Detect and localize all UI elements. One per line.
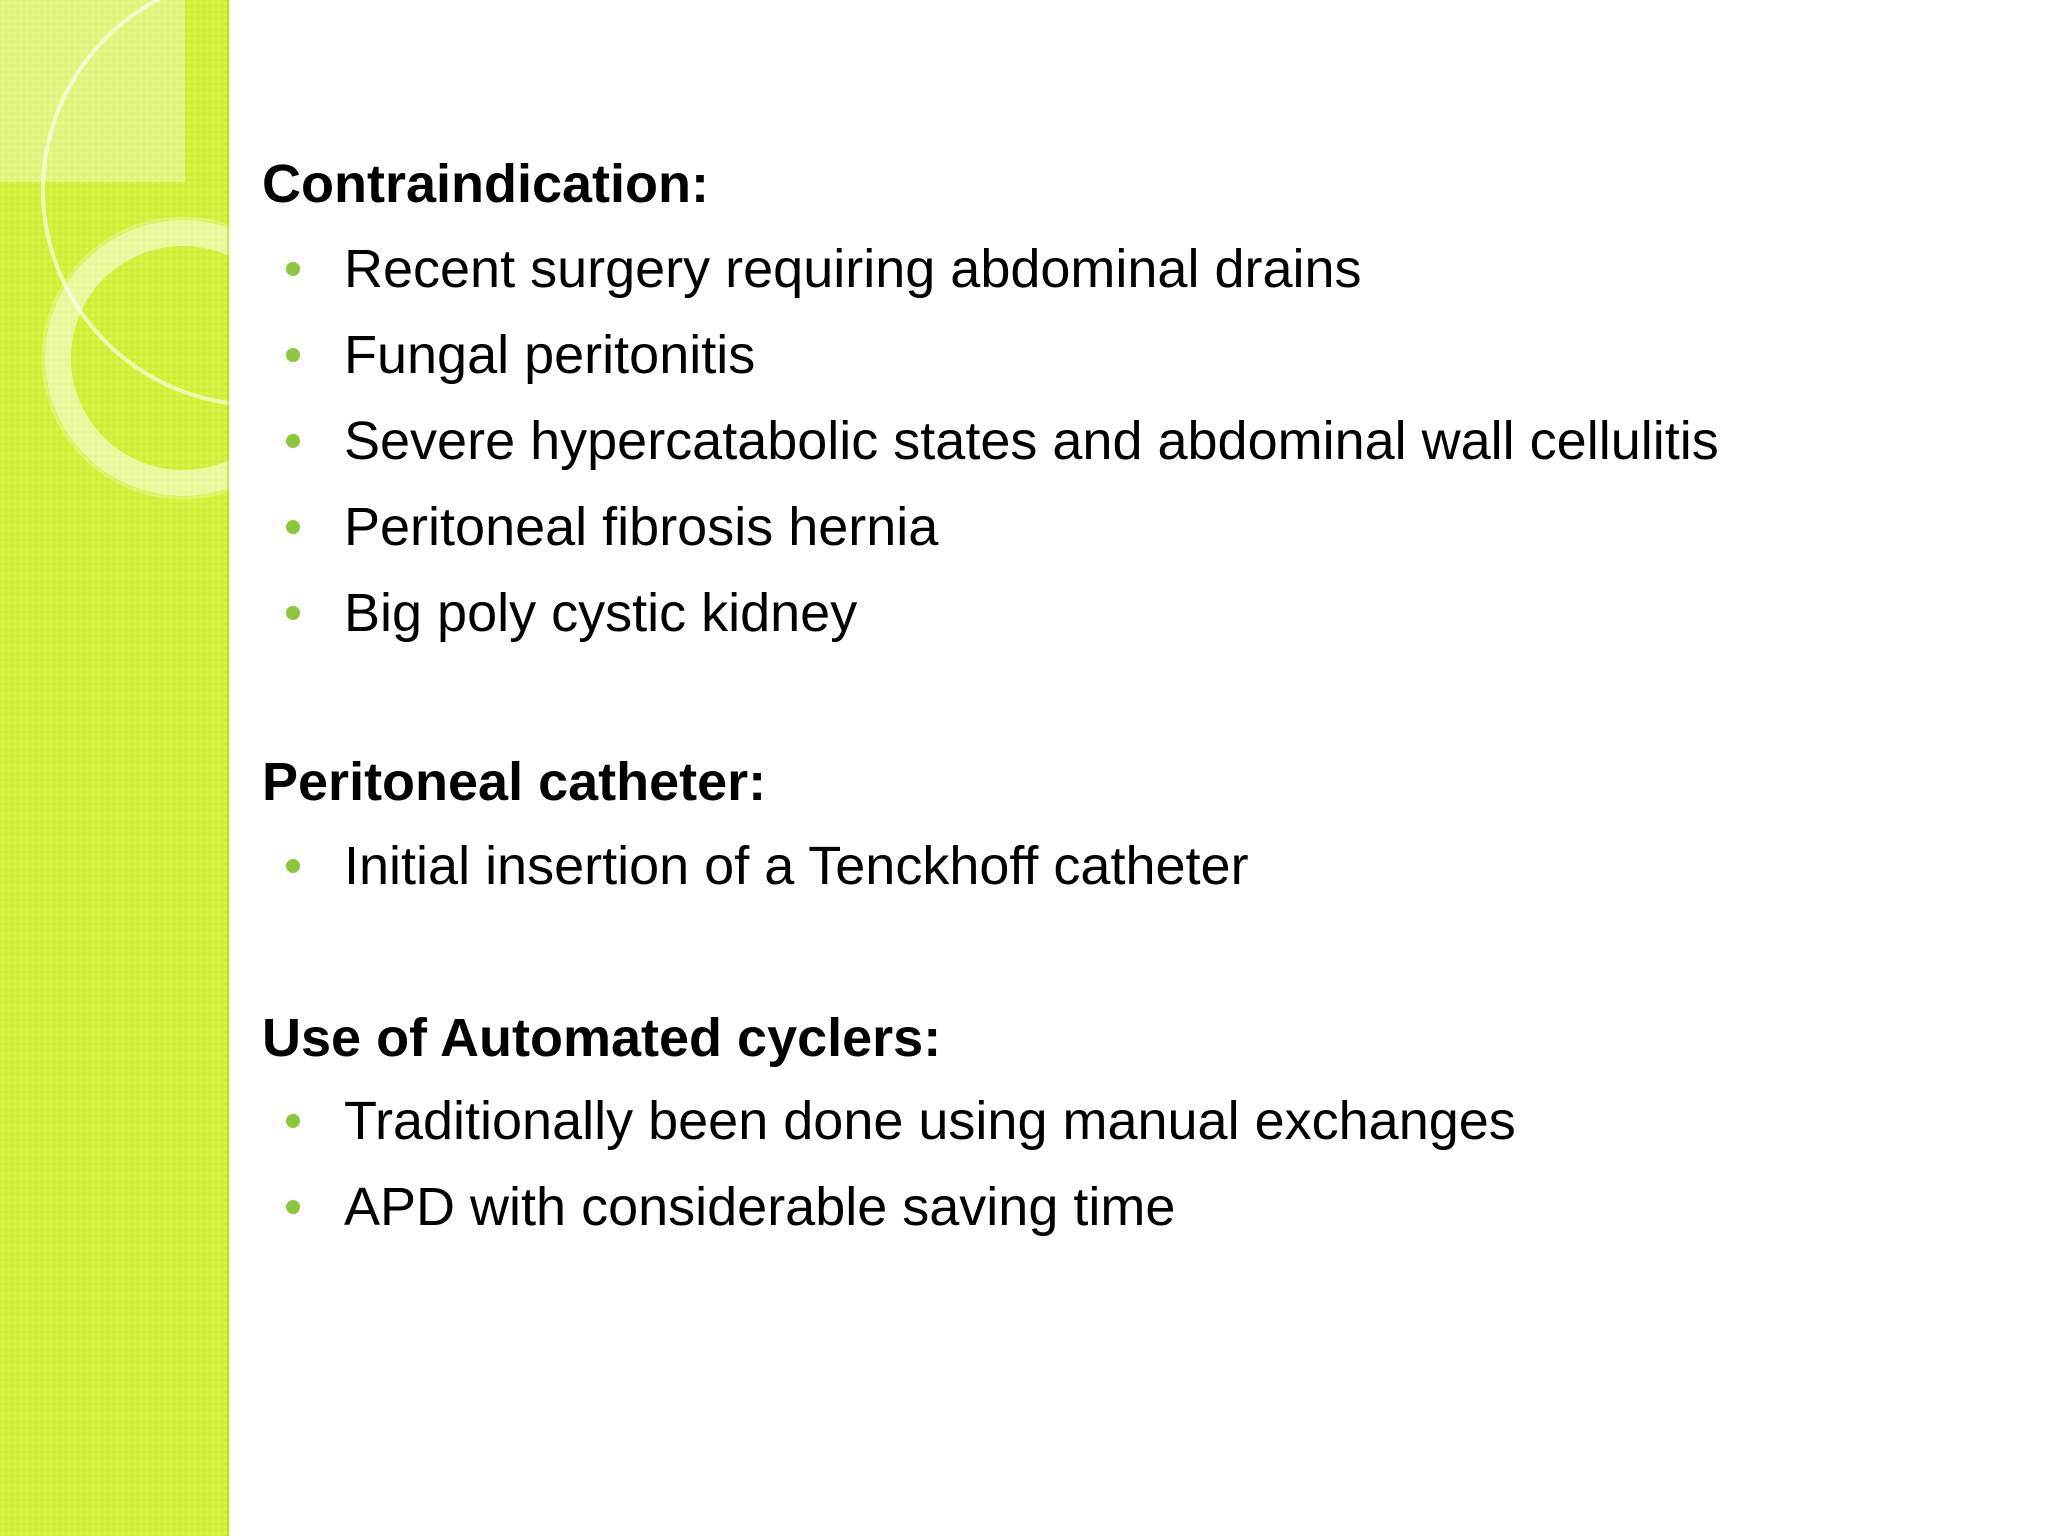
list-item [262, 570, 1719, 656]
bullet-dot-icon [286, 606, 300, 620]
bullet-dot-icon [286, 1114, 300, 1128]
list-item-text: Fungal peritonitis [344, 325, 756, 385]
section-heading-automated-cyclers: Use of Automated cyclers: [262, 1008, 942, 1068]
section-heading-contraindication: Contraindication: [262, 154, 709, 214]
section-heading-peritoneal-catheter: Peritoneal catheter: [262, 752, 767, 812]
decorative-circles [0, 0, 229, 520]
list-item-text: Big poly cystic kidney [344, 583, 858, 643]
slide-content [262, 0, 2022, 1536]
list-item-text: Initial insertion of a Tenckhoff catheter [344, 836, 1249, 896]
bullet-dot-icon [286, 1200, 300, 1214]
list-item [262, 226, 1719, 312]
decorative-square [0, 0, 185, 182]
list-item-text: Traditionally been done using manual exchanges [344, 1091, 1516, 1151]
bullet-dot-icon [286, 348, 300, 362]
band-edge-shadow [227, 0, 231, 1536]
contraindication-list [262, 226, 1719, 656]
peritoneal-catheter-list [262, 823, 1249, 909]
list-item [262, 312, 1719, 398]
list-item-text: Peritoneal fibrosis hernia [344, 497, 939, 557]
list-item [262, 484, 1719, 570]
bullet-dot-icon [286, 262, 300, 276]
list-item-text: APD with considerable saving time [344, 1177, 1176, 1237]
list-item [262, 398, 1719, 484]
decorative-thick-ring [58, 233, 229, 483]
list-item-text: Severe hypercatabolic states and abdominal wall cellulitis [344, 411, 1719, 471]
list-item-text: Recent surgery requiring abdominal drains [344, 239, 1362, 299]
list-item [262, 1078, 1516, 1164]
list-item [262, 823, 1249, 909]
list-item [262, 1164, 1516, 1250]
bullet-dot-icon [286, 434, 300, 448]
bullet-dot-icon [286, 859, 300, 873]
decorative-side-band [0, 0, 229, 1536]
bullet-dot-icon [286, 520, 300, 534]
automated-cyclers-list [262, 1078, 1516, 1250]
